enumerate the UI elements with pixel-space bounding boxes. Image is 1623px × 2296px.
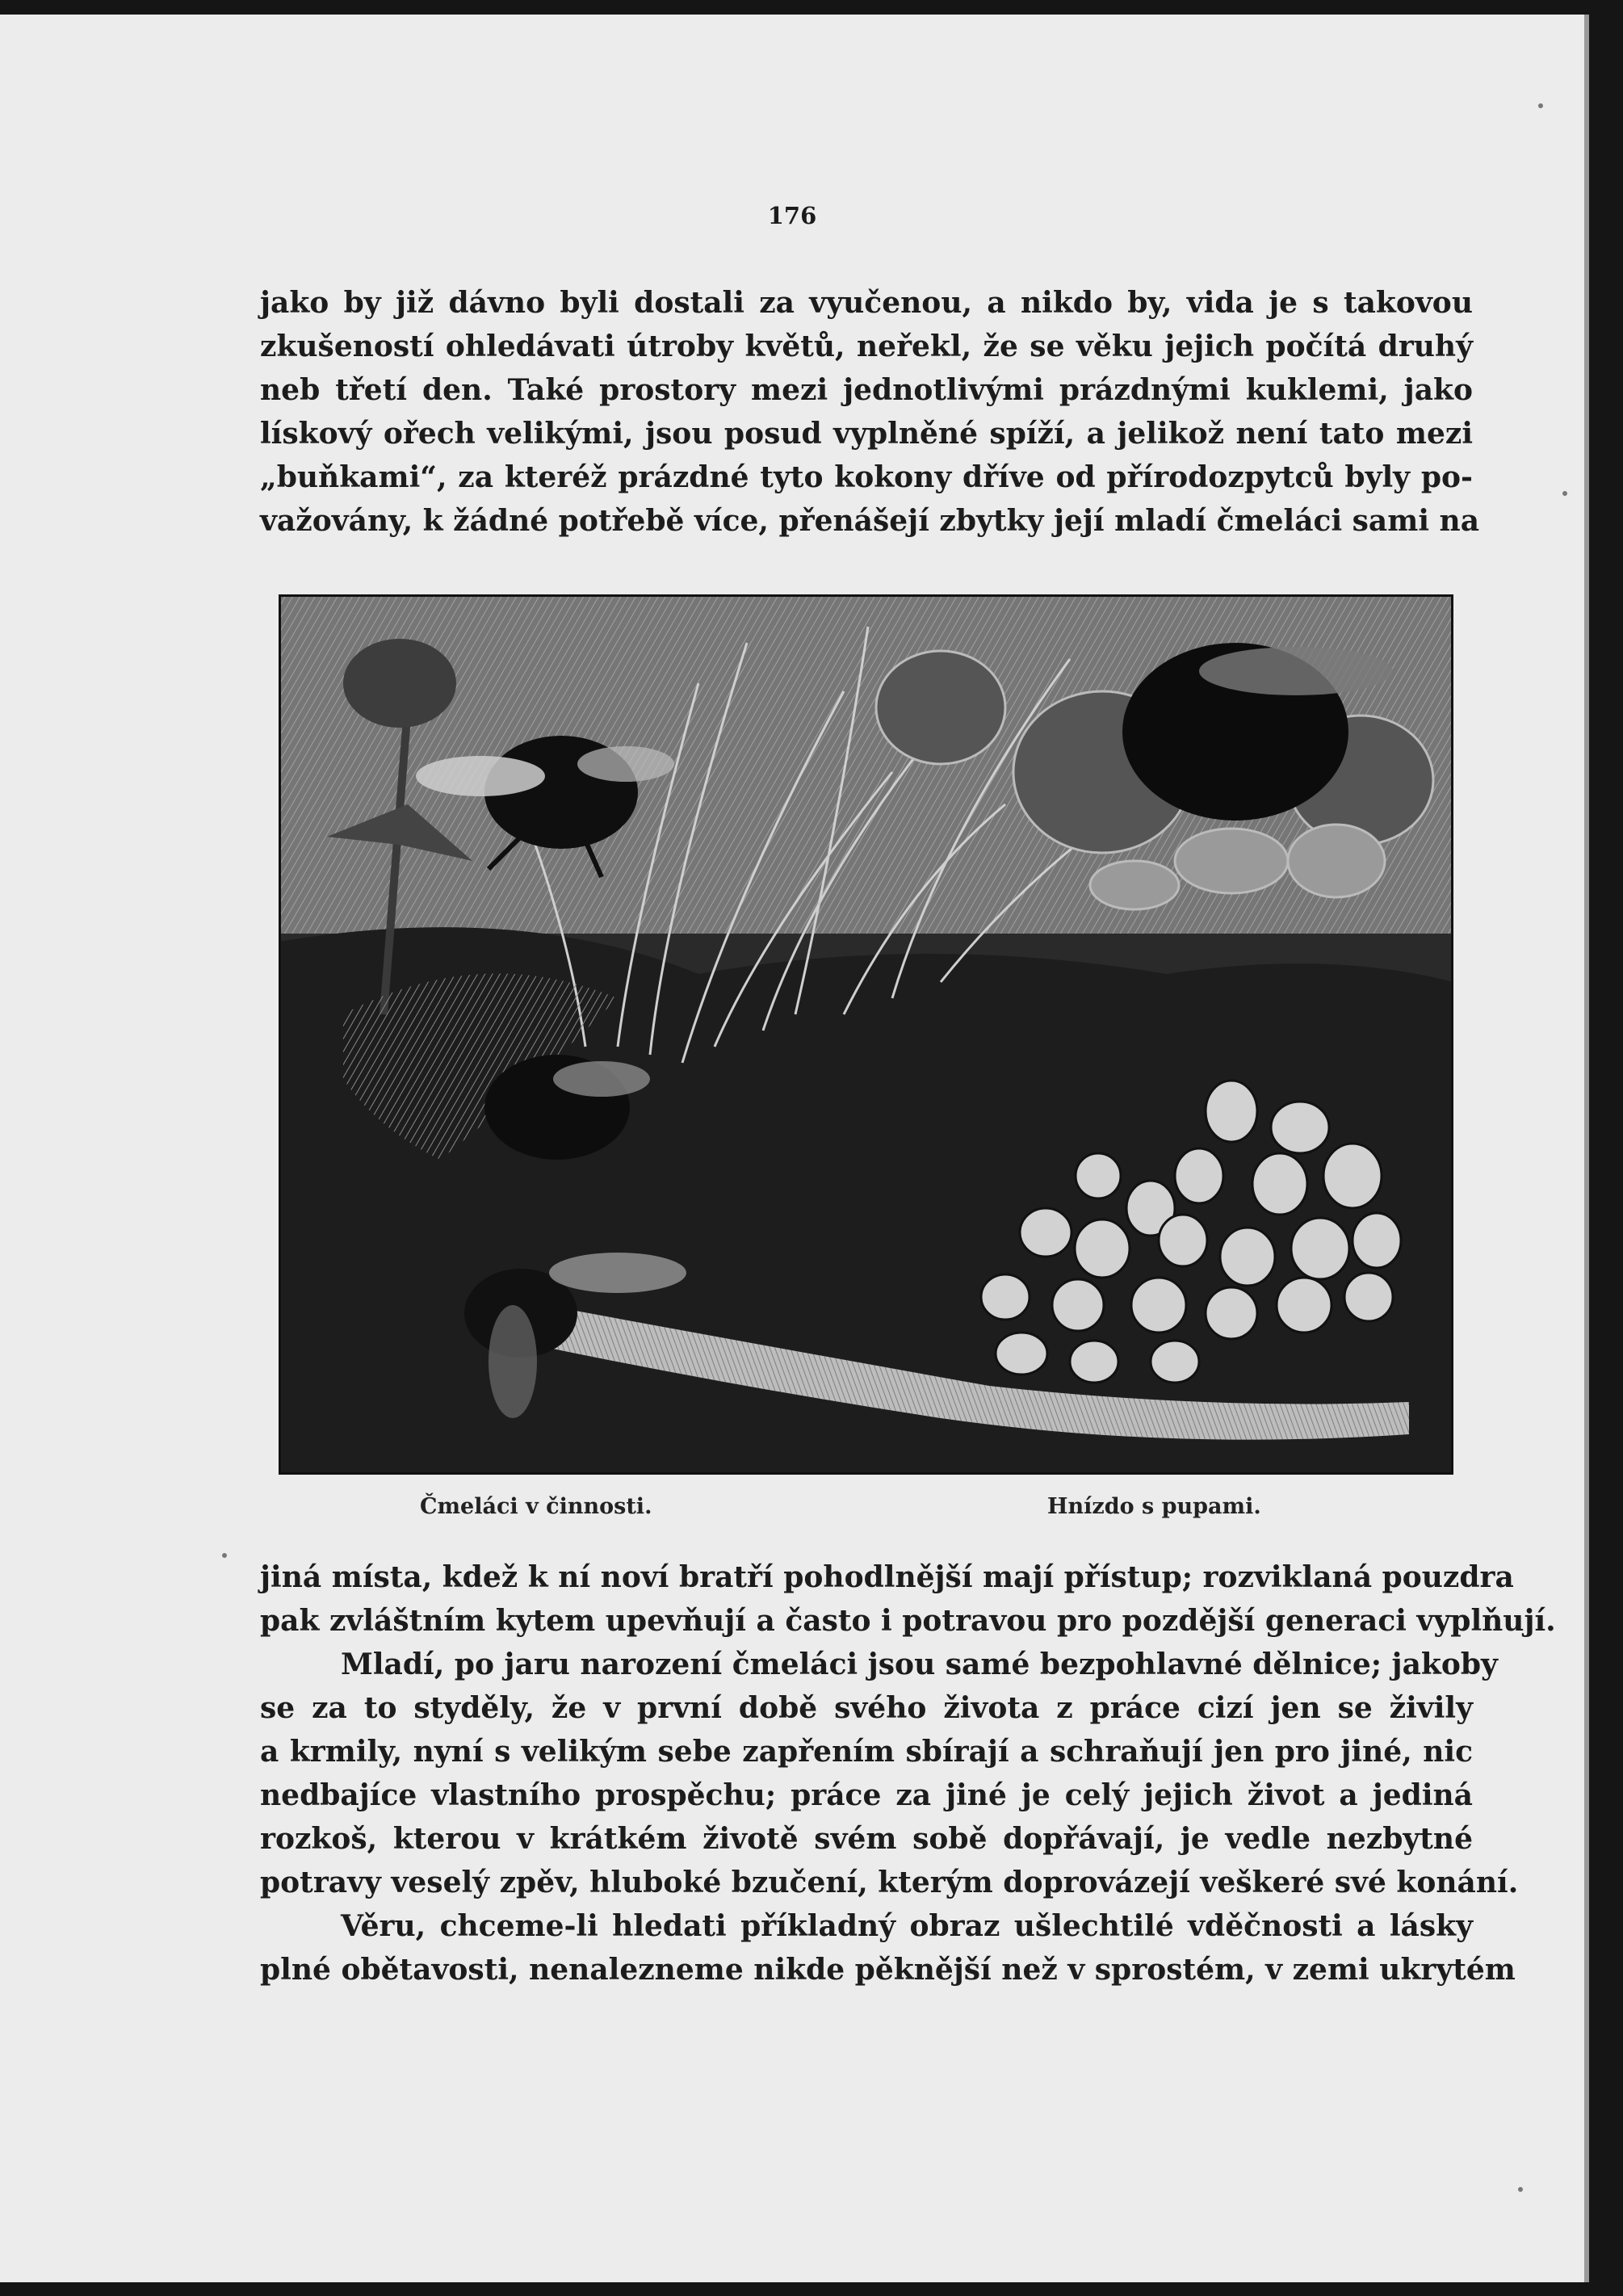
- book-page: [0, 15, 1589, 2282]
- paper-speck: [222, 1553, 227, 1558]
- text-line: Věru, chceme-li hledati příkladný obraz ušlechtilé vděčnosti a lásky: [341, 1909, 1473, 1943]
- text-line: jiná místa, kdež k ní noví bratří pohodlnější mají přístup; rozviklaná pouzdra: [260, 1560, 1514, 1594]
- text-block-bottom: [260, 1555, 1556, 1992]
- paper-speck: [1538, 103, 1543, 108]
- text-line: se za to styděly, že v první době svého života z práce cizí jen se živily: [260, 1691, 1473, 1725]
- text-line: „buňkami“, za kteréž prázdné tyto kokony dříve od přírodozpytců byly po-: [260, 460, 1473, 494]
- engraving-illustration: [279, 594, 1453, 1475]
- text-line: neb třetí den. Také prostory mezi jednotlivými prázdnými kuklemi, jako: [260, 373, 1473, 407]
- figure-caption-left: Čmeláci v činnosti.: [420, 1494, 652, 1519]
- figure-caption-right: Hnízdo s pupami.: [1047, 1494, 1261, 1519]
- text-line: nedbajíce vlastního prospěchu; práce za jiné je celý jejich život a jediná: [260, 1778, 1473, 1812]
- paper-speck: [1562, 491, 1567, 496]
- text-line: potravy veselý zpěv, hluboké bzučení, kterým doprovázejí veškeré své konání.: [260, 1866, 1519, 1899]
- text-line: a krmily, nyní s velikým sebe zapřením sbírají a schraňují jen pro jiné, nic: [260, 1735, 1473, 1769]
- engraving-bumblebee-nest: [279, 594, 1453, 1475]
- text-line: zkušeností ohledávati útroby květů, neřekl, že se věku jejich počítá druhý: [260, 329, 1473, 363]
- text-line: važovány, k žádné potřebě více, přenášejí zbytky její mladí čmeláci sami na: [260, 504, 1480, 538]
- text-line: pak zvláštním kytem upevňují a často i potravou pro pozdější generaci vyplňují.: [260, 1604, 1556, 1638]
- text-line: jako by již dávno byli dostali za vyučenou, a nikdo by, vida je s takovou: [260, 286, 1473, 320]
- paper-speck: [1518, 2187, 1523, 2192]
- text-block-top: [260, 281, 1480, 543]
- text-line: lískový ořech velikými, jsou posud vyplněné spíží, a jelikož není tato mezi: [260, 417, 1473, 451]
- text-line: Mladí, po jaru narození čmeláci jsou samé bezpohlavné dělnice; jakoby: [341, 1647, 1498, 1681]
- text-line: plné obětavosti, nenalezneme nikde pěknější než v sprostém, v zemi ukrytém: [260, 1953, 1516, 1987]
- page-number: 176: [767, 202, 817, 229]
- text-line: rozkoš, kterou v krátkém životě svém sobě dopřávají, je vedle nezbytné: [260, 1822, 1473, 1856]
